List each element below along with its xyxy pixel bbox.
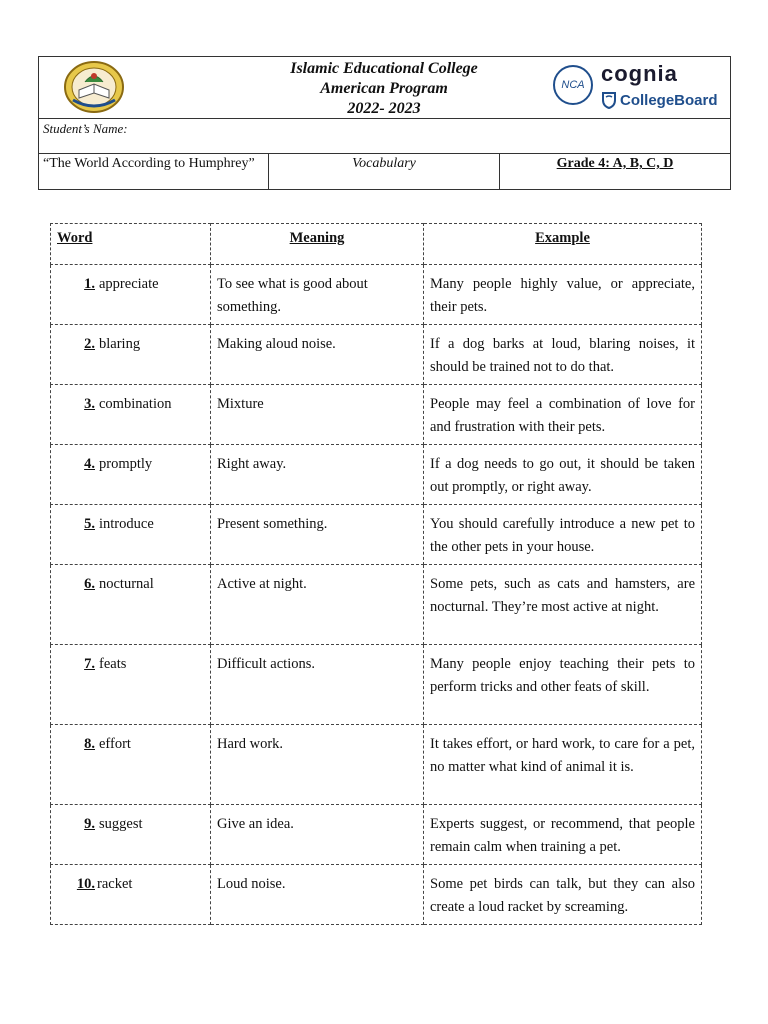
example-cell: Some pet birds can talk, but they can also create a loud racket by screaming. [424, 865, 702, 925]
example-cell: Experts suggest, or recommend, that people remain calm when training a pet. [424, 805, 702, 865]
table-row [51, 865, 702, 925]
nca-badge-icon: NCA [553, 65, 593, 105]
example-cell: People may feel a combination of love for and frustration with their pets. [424, 385, 702, 445]
worksheet-info-row [38, 153, 731, 190]
example-cell: It takes effort, or hard work, to care for a pet, no matter what kind of animal it is. [424, 725, 702, 805]
shield-icon [601, 91, 617, 109]
collegeboard-logo [601, 89, 718, 111]
word-text: appreciate [99, 276, 159, 292]
word-text: blaring [99, 336, 141, 352]
meaning-cell: Give an idea. [211, 805, 424, 865]
word-text: racket [97, 876, 133, 892]
table-row [51, 445, 702, 505]
table-header-row [51, 224, 702, 265]
example-column-header: Example [424, 224, 702, 265]
word-text: promptly [99, 456, 153, 472]
word-text: nocturnal [99, 576, 154, 592]
school-year: 2022- 2023 [347, 100, 421, 117]
word-number: 7. [84, 656, 95, 672]
example-cell: Some pets, such as cats and hamsters, are nocturnal. They’re most active at night. [424, 565, 702, 645]
word-number: 8. [84, 736, 95, 752]
meaning-cell: Making aloud noise. [211, 325, 424, 385]
student-name-label: Student’s Name: [43, 121, 128, 136]
word-column-header: Word [51, 224, 211, 265]
word-cell [51, 865, 211, 925]
word-number: 3. [84, 396, 95, 412]
table-row [51, 385, 702, 445]
word-cell [51, 805, 211, 865]
word-number: 9. [84, 816, 95, 832]
subject-label: Vocabulary [269, 154, 500, 189]
table-row [51, 265, 702, 325]
word-cell [51, 445, 211, 505]
word-cell [51, 725, 211, 805]
meaning-cell: Hard work. [211, 725, 424, 805]
cognia-logo: cognia [601, 61, 678, 86]
table-row [51, 805, 702, 865]
college-logo-icon [63, 60, 125, 114]
grade-label: Grade 4: A, B, C, D [556, 156, 674, 171]
word-text: feats [99, 656, 127, 672]
school-title-block [219, 59, 549, 119]
word-number: 10. [76, 876, 95, 892]
word-cell [51, 565, 211, 645]
word-text: suggest [99, 816, 143, 832]
student-name-row [38, 119, 731, 153]
word-cell [51, 645, 211, 725]
meaning-cell: Present something. [211, 505, 424, 565]
table-row [51, 325, 702, 385]
word-number: 4. [84, 456, 95, 472]
word-cell [51, 325, 211, 385]
example-cell: Many people enjoy teaching their pets to perform tricks and other feats of skill. [424, 645, 702, 725]
word-text: introduce [99, 516, 154, 532]
word-text: combination [99, 396, 172, 412]
meaning-cell: Right away. [211, 445, 424, 505]
program-name: American Program [320, 80, 448, 97]
word-number: 6. [84, 576, 95, 592]
word-number: 5. [84, 516, 95, 532]
word-number: 2. [84, 336, 95, 352]
table-row [51, 645, 702, 725]
example-cell: If a dog barks at loud, blaring noises, it should be trained not to do that. [424, 325, 702, 385]
accreditation-logos [551, 61, 729, 113]
meaning-cell: Difficult actions. [211, 645, 424, 725]
word-cell [51, 505, 211, 565]
word-text: effort [99, 736, 131, 752]
story-title: “The World According to Humphrey” [39, 154, 269, 189]
meaning-cell: Mixture [211, 385, 424, 445]
example-cell: Many people highly value, or appreciate, their pets. [424, 265, 702, 325]
example-cell: You should carefully introduce a new pet to the other pets in your house. [424, 505, 702, 565]
table-row [51, 505, 702, 565]
school-name: Islamic Educational College [290, 60, 478, 77]
meaning-column-header: Meaning [211, 224, 424, 265]
collegeboard-label: CollegeBoard [620, 91, 718, 109]
example-cell: If a dog needs to go out, it should be taken out promptly, or right away. [424, 445, 702, 505]
word-number: 1. [84, 276, 95, 292]
word-cell [51, 385, 211, 445]
table-row [51, 725, 702, 805]
meaning-cell: To see what is good about something. [211, 265, 424, 325]
meaning-cell: Loud noise. [211, 865, 424, 925]
word-cell [51, 265, 211, 325]
table-row [51, 565, 702, 645]
document-header [38, 56, 731, 119]
vocabulary-table [50, 223, 702, 925]
meaning-cell: Active at night. [211, 565, 424, 645]
